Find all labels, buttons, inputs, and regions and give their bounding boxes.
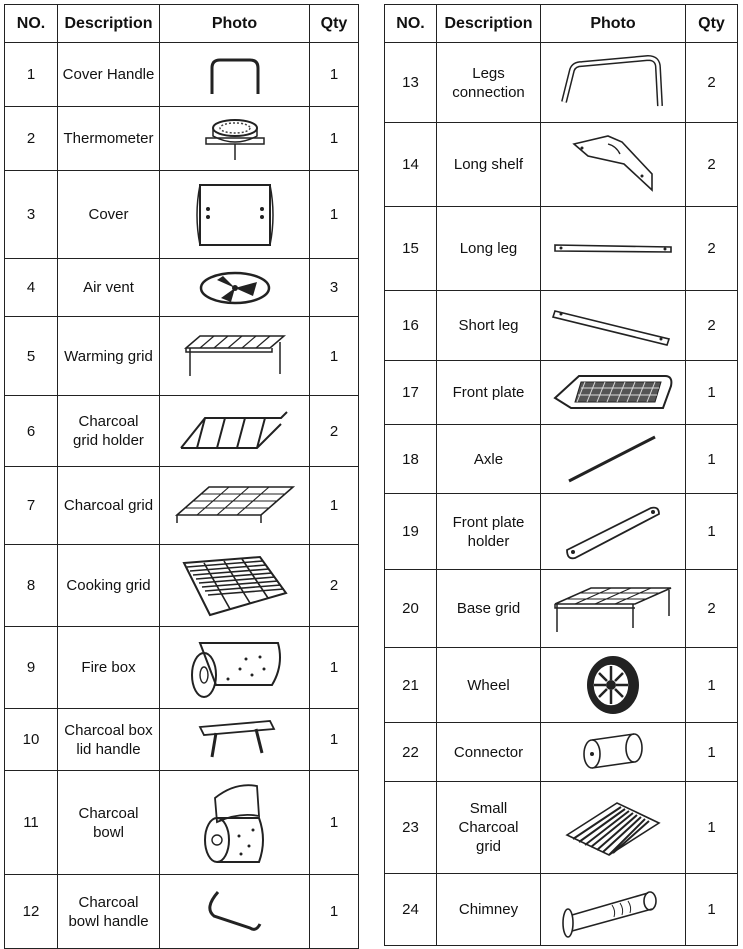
- part-photo: [160, 396, 310, 467]
- part-description: Long leg: [437, 207, 541, 291]
- table-row: [385, 43, 738, 123]
- part-number: 4: [5, 259, 58, 317]
- part-description: Small Charcoal grid: [437, 782, 541, 874]
- part-qty: 2: [686, 291, 738, 361]
- axle-icon: [563, 431, 663, 487]
- part-number: 10: [5, 709, 58, 771]
- part-qty: 1: [686, 425, 738, 494]
- header-row: [5, 5, 359, 43]
- part-description: Charcoal box lid handle: [58, 709, 160, 771]
- part-photo: [160, 467, 310, 545]
- table-row: [385, 123, 738, 207]
- part-description: Front plate: [437, 361, 541, 425]
- part-qty: 2: [686, 207, 738, 291]
- part-photo: [160, 107, 310, 171]
- part-description: Air vent: [58, 259, 160, 317]
- part-description: Wheel: [437, 648, 541, 723]
- part-number: 23: [385, 782, 437, 874]
- part-number: 15: [385, 207, 437, 291]
- header-qty: Qty: [686, 5, 738, 43]
- table-row: [5, 317, 359, 396]
- table-row: [5, 396, 359, 467]
- part-number: 24: [385, 874, 437, 946]
- part-photo: [541, 782, 686, 874]
- table-row: [385, 782, 738, 874]
- part-number: 5: [5, 317, 58, 396]
- part-photo: [541, 425, 686, 494]
- part-qty: 1: [310, 627, 359, 709]
- part-photo: [160, 771, 310, 875]
- table-row: [5, 107, 359, 171]
- header-description: Description: [58, 5, 160, 43]
- part-description: Charcoal bowl handle: [58, 875, 160, 949]
- part-description: Front plate holder: [437, 494, 541, 570]
- part-photo: [541, 43, 686, 123]
- table-row: [5, 627, 359, 709]
- part-qty: 1: [310, 467, 359, 545]
- short-leg-icon: [551, 301, 675, 351]
- parts-table-right: [384, 4, 738, 946]
- wheel-icon: [580, 652, 646, 718]
- part-qty: 1: [686, 494, 738, 570]
- charcoal-grid-icon: [173, 481, 297, 531]
- table-row: [5, 43, 359, 107]
- part-photo: [160, 259, 310, 317]
- part-photo: [541, 494, 686, 570]
- air-vent-icon: [195, 268, 275, 308]
- table-row: [385, 648, 738, 723]
- part-qty: 1: [686, 723, 738, 782]
- part-number: 8: [5, 545, 58, 627]
- part-photo: [160, 43, 310, 107]
- part-description: Charcoal bowl: [58, 771, 160, 875]
- base-grid-icon: [551, 580, 675, 638]
- part-description: Short leg: [437, 291, 541, 361]
- part-qty: 2: [310, 396, 359, 467]
- table-row: [5, 875, 359, 949]
- part-photo: [541, 123, 686, 207]
- part-qty: 3: [310, 259, 359, 317]
- warming-grid-icon: [180, 326, 290, 386]
- part-number: 11: [5, 771, 58, 875]
- table-row: [385, 361, 738, 425]
- part-description: Cover Handle: [58, 43, 160, 107]
- part-qty: 1: [686, 874, 738, 946]
- header-no: NO.: [385, 5, 437, 43]
- header-description: Description: [437, 5, 541, 43]
- part-qty: 1: [686, 648, 738, 723]
- part-qty: 1: [310, 709, 359, 771]
- part-photo: [541, 207, 686, 291]
- part-description: Axle: [437, 425, 541, 494]
- charcoal-grid-holder-icon: [175, 406, 295, 456]
- table-row: [385, 494, 738, 570]
- part-number: 7: [5, 467, 58, 545]
- part-photo: [541, 361, 686, 425]
- charcoal-bowl-icon: [195, 776, 275, 870]
- part-qty: 1: [686, 782, 738, 874]
- cooking-grid-icon: [180, 553, 290, 619]
- part-number: 22: [385, 723, 437, 782]
- table-row: [385, 425, 738, 494]
- long-leg-icon: [551, 239, 675, 259]
- part-qty: 2: [686, 570, 738, 648]
- part-photo: [160, 875, 310, 949]
- lid-handle-icon: [190, 717, 280, 763]
- table-row: [5, 467, 359, 545]
- long-shelf-icon: [568, 130, 658, 200]
- part-description: Thermometer: [58, 107, 160, 171]
- part-photo: [160, 627, 310, 709]
- part-qty: 1: [310, 171, 359, 259]
- table-row: [385, 207, 738, 291]
- chimney-icon: [558, 879, 668, 941]
- part-photo: [160, 545, 310, 627]
- small-charcoal-grid-icon: [563, 795, 663, 861]
- table-row: [5, 709, 359, 771]
- table-row: [5, 771, 359, 875]
- part-description: Connector: [437, 723, 541, 782]
- part-qty: 1: [686, 361, 738, 425]
- part-number: 12: [5, 875, 58, 949]
- part-number: 21: [385, 648, 437, 723]
- part-qty: 2: [686, 43, 738, 123]
- part-qty: 2: [686, 123, 738, 207]
- part-number: 16: [385, 291, 437, 361]
- part-description: Warming grid: [58, 317, 160, 396]
- bowl-handle-icon: [200, 884, 270, 940]
- part-number: 20: [385, 570, 437, 648]
- part-qty: 2: [310, 545, 359, 627]
- table-row: [5, 259, 359, 317]
- header-photo: Photo: [541, 5, 686, 43]
- front-plate-icon: [551, 368, 675, 418]
- part-qty: 1: [310, 875, 359, 949]
- part-photo: [541, 874, 686, 946]
- part-photo: [541, 570, 686, 648]
- part-qty: 1: [310, 43, 359, 107]
- part-description: Charcoal grid: [58, 467, 160, 545]
- thermometer-icon: [200, 114, 270, 164]
- cover-icon: [190, 177, 280, 253]
- part-description: Fire box: [58, 627, 160, 709]
- part-photo: [541, 723, 686, 782]
- table-row: [5, 545, 359, 627]
- part-description: Cooking grid: [58, 545, 160, 627]
- header-row: [385, 5, 738, 43]
- part-number: 3: [5, 171, 58, 259]
- table-row: [385, 874, 738, 946]
- part-description: Long shelf: [437, 123, 541, 207]
- part-photo: [541, 291, 686, 361]
- part-number: 18: [385, 425, 437, 494]
- part-description: Chimney: [437, 874, 541, 946]
- part-qty: 1: [310, 107, 359, 171]
- part-number: 2: [5, 107, 58, 171]
- legs-connection-icon: [558, 50, 668, 116]
- connector-icon: [578, 730, 648, 774]
- part-number: 9: [5, 627, 58, 709]
- part-qty: 1: [310, 317, 359, 396]
- front-plate-holder-icon: [563, 502, 663, 562]
- part-number: 6: [5, 396, 58, 467]
- part-photo: [160, 709, 310, 771]
- cover-handle-icon: [200, 52, 270, 98]
- table-row: [5, 171, 359, 259]
- table-row: [385, 291, 738, 361]
- fire-box-icon: [180, 635, 290, 701]
- part-number: 14: [385, 123, 437, 207]
- header-qty: Qty: [310, 5, 359, 43]
- table-row: [385, 723, 738, 782]
- part-photo: [160, 171, 310, 259]
- part-description: Cover: [58, 171, 160, 259]
- part-description: Base grid: [437, 570, 541, 648]
- part-number: 13: [385, 43, 437, 123]
- table-row: [385, 570, 738, 648]
- part-number: 17: [385, 361, 437, 425]
- part-description: Charcoal grid holder: [58, 396, 160, 467]
- part-photo: [160, 317, 310, 396]
- part-photo: [541, 648, 686, 723]
- part-number: 19: [385, 494, 437, 570]
- part-qty: 1: [310, 771, 359, 875]
- part-number: 1: [5, 43, 58, 107]
- part-description: Legs connection: [437, 43, 541, 123]
- parts-table-left: [4, 4, 359, 949]
- header-photo: Photo: [160, 5, 310, 43]
- header-no: NO.: [5, 5, 58, 43]
